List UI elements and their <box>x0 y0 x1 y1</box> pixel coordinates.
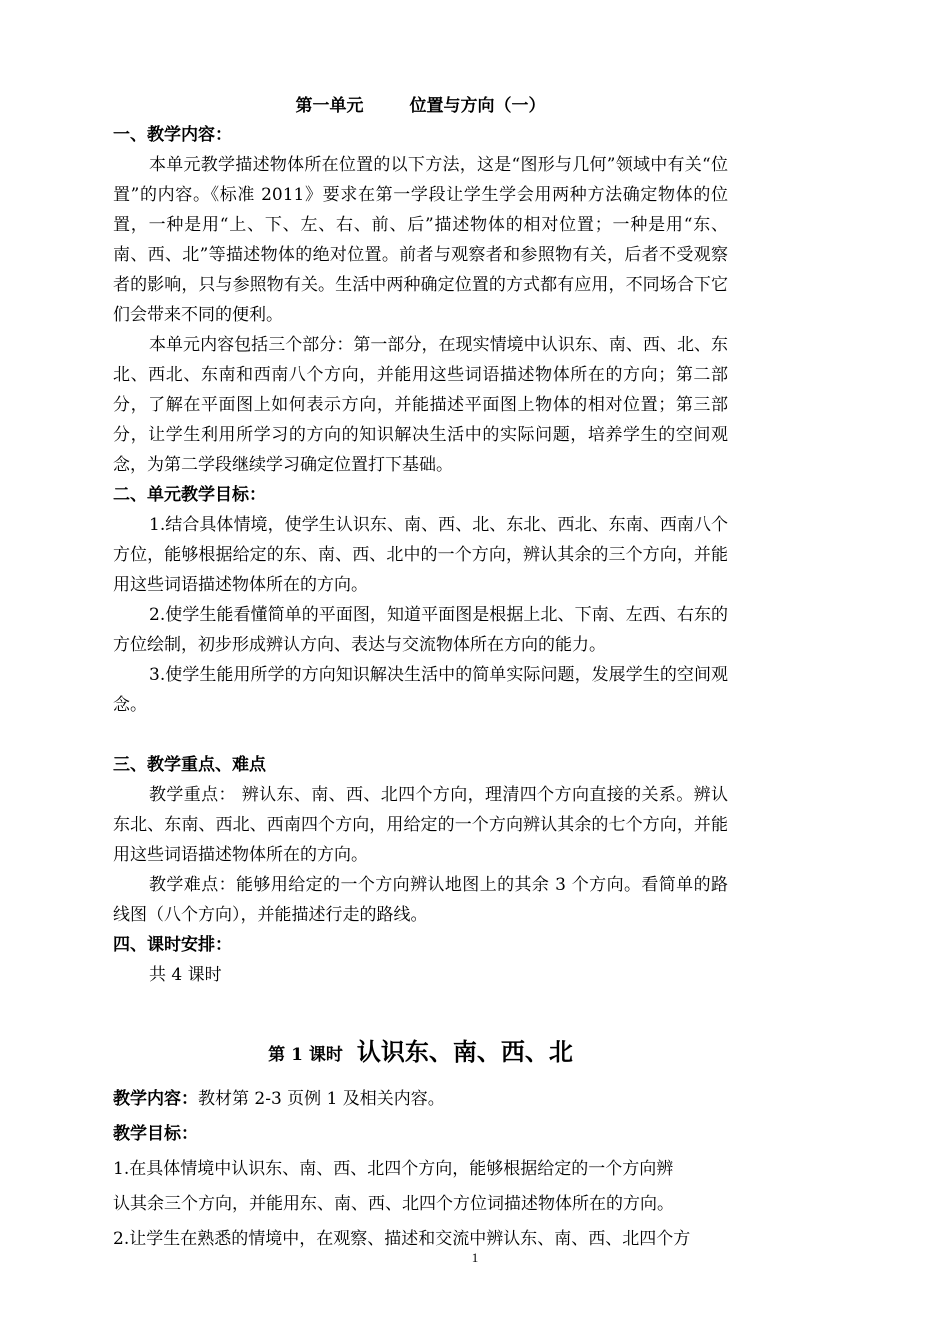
lesson-name: 认识东、南、西、北 <box>356 1037 573 1066</box>
blank-line <box>113 720 728 750</box>
paragraph-key-point: 教学重点： 辨认东、南、西、北四个方向，理清四个方向直接的关系。辨认东北、东南、西北、西南四个方向，用给定的一个方向辨认其余的七个方向，并能用这些词语描述物体所在的方向。 <box>113 785 728 865</box>
lesson-goal-2-line-1: 2.让学生在熟悉的情境中，在观察、描述和交流中辨认东、南、西、北四个方 <box>113 1229 691 1249</box>
paragraph-content-1: 本单元教学描述物体所在位置的以下方法，这是“图形与几何”领域中有关“位置”的内容。《标准 2011》要求在第一学段让学生学会用两种方法确定物体的位置，一种是用“上、下、左、右、前、后”描述物体的相对位置；一种是用“东、南、西、北”等描述物体的绝对位置。前者与观察者和参照物有关，后者不受观察者的影响，只与参照物有关。生活中两种确定位置的方式都有应用，不同场合下它们会带来不同的便利。 <box>113 155 728 325</box>
lesson-content-text: 教材第 2-3 页例 1 及相关内容。 <box>198 1089 445 1109</box>
lesson-goals-row <box>113 1117 728 1152</box>
paragraph-content-2: 本单元内容包括三个部分：第一部分，在现实情境中认识东、南、西、北、东北、西北、东南和西南八个方向，并能用这些词语描述物体所在的方向；第二部分，了解在平面图上如何表示方向，并能描述平面图上物体的相对位置；第三部分，让学生利用所学习的方向的知识解决生活中的实际问题，培养学生的空间观念，为第二学段继续学习确定位置打下基础。 <box>113 335 728 475</box>
lesson-goal-1-line-1: 1.在具体情境中认识东、南、西、北四个方向，能够根据给定的一个方向辨 <box>113 1159 674 1179</box>
paragraph-difficulty: 教学难点：能够用给定的一个方向辨认地图上的其余 3 个方向。看简单的路线图（八个方向），并能描述行走的路线。 <box>113 875 728 925</box>
paragraph-goal-1: 1.结合具体情境，使学生认识东、南、西、北、东北、西北、东南、西南八个方位，能够根据给定的东、南、西、北中的一个方向，辨认其余的三个方向，并能用这些词语描述物体所在的方向。 <box>113 515 728 595</box>
page-number: 1 <box>471 1250 479 1265</box>
section-heading-goals: 二、单元教学目标： <box>113 485 266 505</box>
lesson-goal-1-line-2: 认其余三个方向，并能用东、南、西、北四个方位词描述物体所在的方向。 <box>113 1194 674 1214</box>
unit-title-number: 第一单元 <box>295 96 364 116</box>
unit-title <box>113 92 728 120</box>
lesson-body <box>113 1082 728 1257</box>
page-content <box>113 92 728 1257</box>
lesson-number: 第 1 课时 <box>268 1045 343 1065</box>
paragraph-goal-2: 2.使学生能看懂简单的平面图，知道平面图是根据上北、下南、左西、右东的方位绘制，初步形成辨认方向、表达与交流物体所在方向的能力。 <box>113 605 728 655</box>
unit-title-name: 位置与方向（一） <box>409 96 546 116</box>
section-heading-key-points: 三、教学重点、难点 <box>113 755 266 775</box>
section-heading-schedule: 四、课时安排： <box>113 935 232 955</box>
paragraph-goal-3: 3.使学生能用所学的方向知识解决生活中的简单实际问题，发展学生的空间观念。 <box>113 665 728 715</box>
lesson-goals-label: 教学目标： <box>113 1124 198 1144</box>
lesson-content-label: 教学内容： <box>113 1089 198 1109</box>
paragraph-schedule: 共 4 课时 <box>149 965 222 985</box>
section-heading-content: 一、教学内容： <box>113 125 232 145</box>
lesson-title <box>113 1032 728 1072</box>
lesson-content-row <box>113 1082 728 1117</box>
